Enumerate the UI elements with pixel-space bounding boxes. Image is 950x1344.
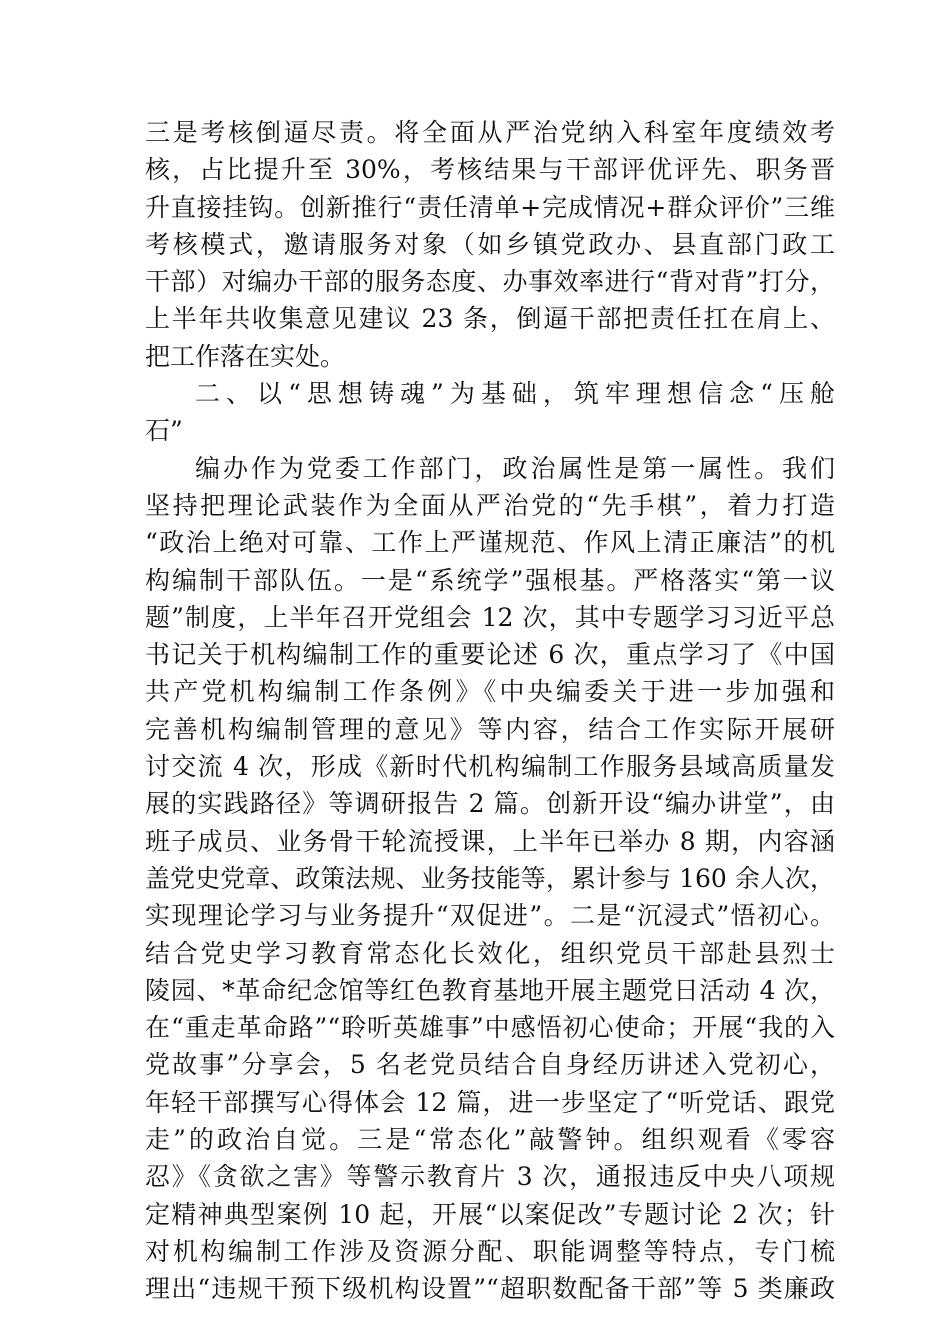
text-line: 讨交流 4 次，形成《新时代机构编制工作服务县域高质量发	[145, 752, 835, 782]
body-text	[145, 114, 835, 1308]
text-line: 上半年共收集意见建议 23 条，倒逼干部把责任扛在肩上、	[145, 304, 835, 334]
text-line: 定精神典型案例 10 起，开展“以案促改”专题讨论 2 次；针	[145, 1199, 835, 1229]
text-line: 实现理论学习与业务提升“双促进”。二是“沉浸式”悟初心。	[145, 901, 835, 931]
text-line: 忍》《贪欲之害》等警示教育片 3 次，通报违反中央八项规	[145, 1162, 835, 1192]
text-line: 共产党机构编制工作条例》《中央编委关于进一步加强和	[145, 677, 835, 707]
text-line: 在“重走革命路”“聆听英雄事”中感悟初心使命；开展“我的入	[145, 1013, 835, 1043]
text-line: 理出“违规干预下级机构设置”“超职数配备干部”等 5 类廉政	[145, 1274, 835, 1304]
text-line: 党故事”分享会，5 名老党员结合自身经历讲述入党初心，	[145, 1050, 835, 1080]
text-line: 三是考核倒逼尽责。将全面从严治党纳入科室年度绩效考	[145, 118, 835, 147]
text-line: 编办作为党委工作部门，政治属性是第一属性。我们	[195, 453, 835, 483]
text-line: 干部）对编办干部的服务态度、办事效率进行“背对背”打分，	[145, 267, 835, 297]
text-line: 盖党史党章、政策法规、业务技能等，累计参与 160 余人次，	[145, 863, 835, 893]
text-line: 陵园、*革命纪念馆等红色教育基地开展主题党日活动 4 次，	[145, 975, 835, 1005]
text-line: 题”制度，上半年召开党组会 12 次，其中专题学习习近平总	[145, 602, 835, 632]
text-line: 年轻干部撰写心得体会 12 篇，进一步坚定了“听党话、跟党	[145, 1087, 835, 1117]
text-line: 对机构编制工作涉及资源分配、职能调整等特点，专门梳	[145, 1236, 835, 1266]
text-line: “政治上绝对可靠、工作上严谨规范、作风上清正廉洁”的机	[145, 528, 835, 558]
text-line: 走”的政治自觉。三是“常态化”敲警钟。组织观看《零容	[145, 1125, 835, 1155]
text-line: 把工作落在实处。	[145, 341, 346, 371]
text-line: 完善机构编制管理的意见》等内容，结合工作实际开展研	[145, 714, 835, 744]
section-heading-line: 石”	[145, 416, 183, 446]
text-line: 核，占比提升至 30%，考核结果与干部评优评先、职务晋	[145, 155, 835, 185]
text-line: 坚持把理论武装作为全面从严治党的“先手棋”，着力打造	[145, 490, 835, 520]
text-line: 班子成员、业务骨干轮流授课，上半年已举办 8 期，内容涵	[145, 826, 835, 856]
text-line: 构编制干部队伍。一是“系统学”强根基。严格落实“第一议	[145, 565, 835, 595]
text-line: 结合党史学习教育常态化长效化，组织党员干部赴县烈士	[145, 938, 835, 968]
text-line: 展的实践路径》等调研报告 2 篇。创新开设“编办讲堂”，由	[145, 789, 835, 819]
text-line: 升直接挂钩。创新推行“责任清单+完成情况+群众评价”三维	[145, 192, 835, 222]
text-line: 书记关于机构编制工作的重要论述 6 次，重点学习了《中国	[145, 640, 835, 670]
text-line: 考核模式，邀请服务对象（如乡镇党政办、县直部门政工	[145, 229, 835, 259]
section-heading-line: 二、以“思想铸魂”为基础，筑牢理想信念“压舱	[195, 379, 835, 409]
